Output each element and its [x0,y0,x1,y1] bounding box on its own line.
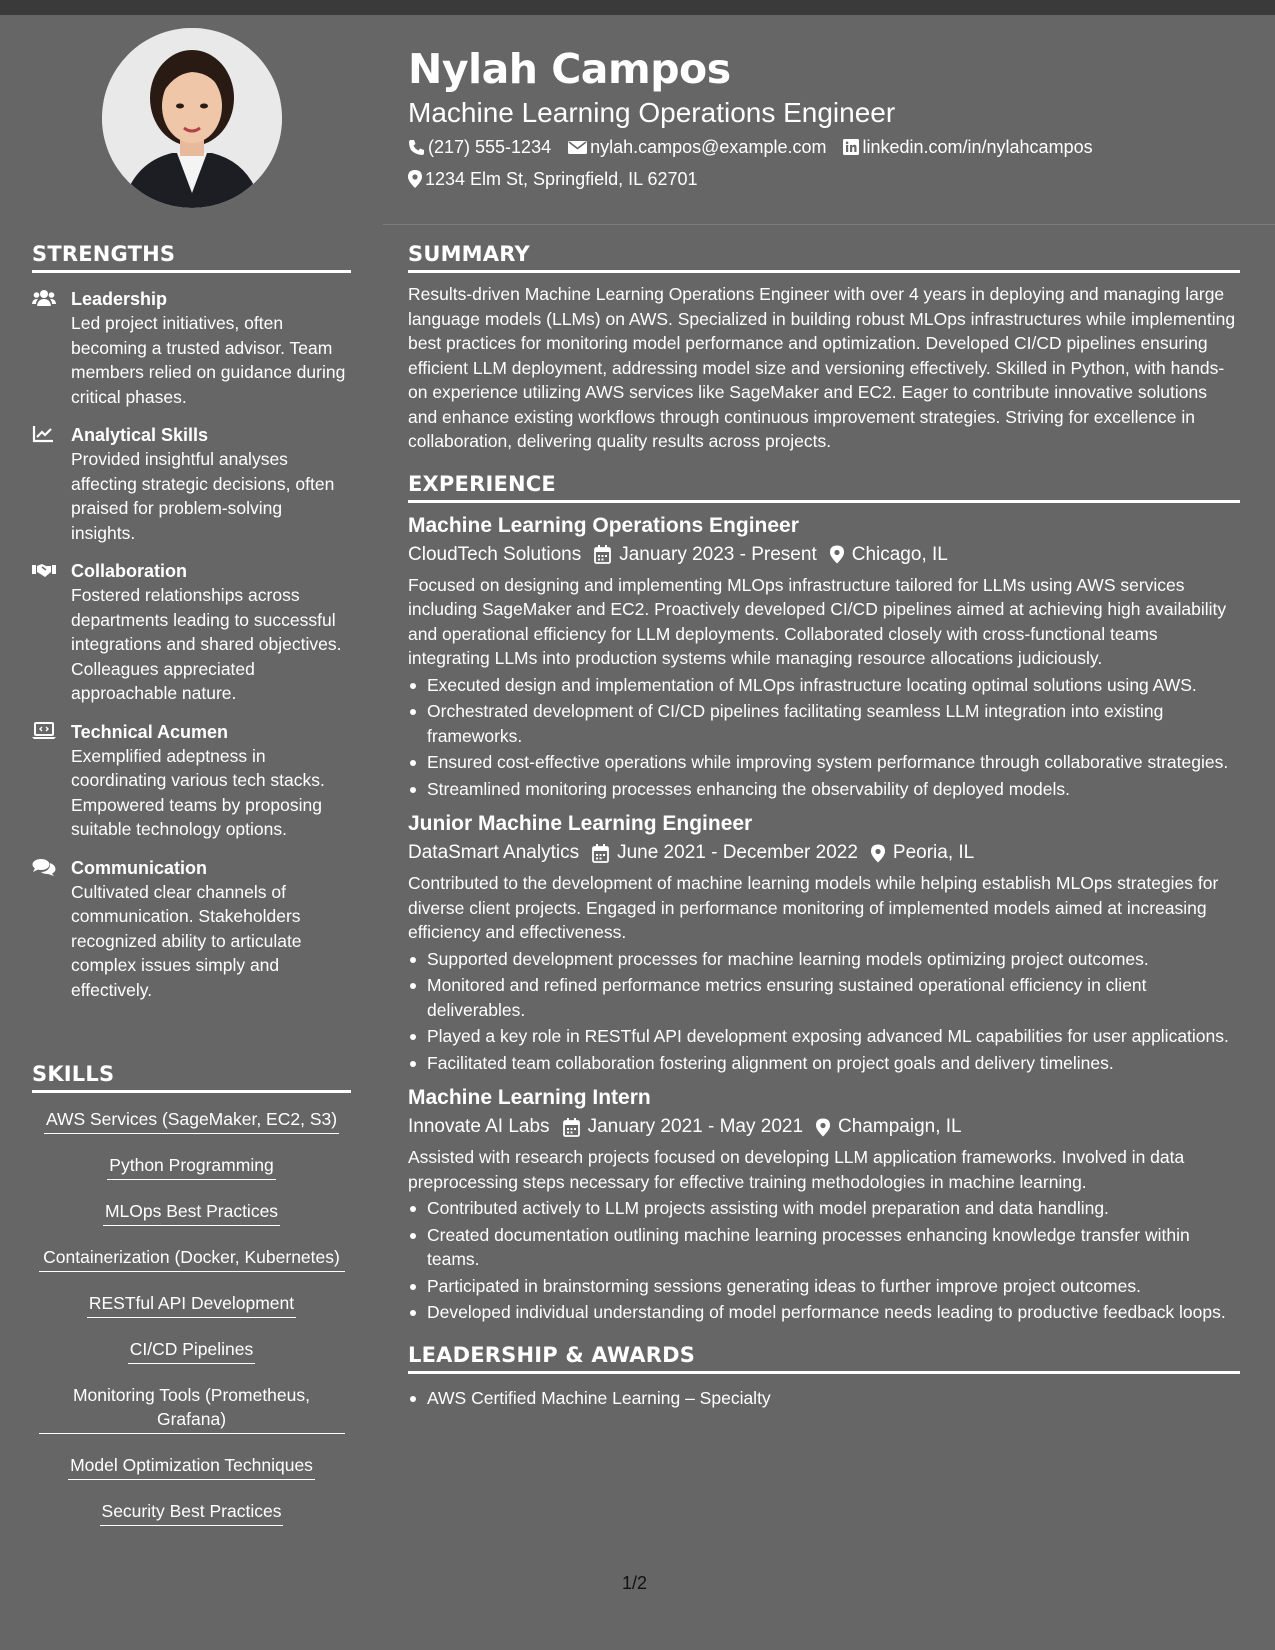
list-item: Executed design and implementation of MLOps infrastructure locating optimal solutions using AWS. [408,673,1240,698]
address-item [408,163,698,195]
job-location: Chicago, IL [851,543,948,565]
header-divider [383,224,1275,225]
strength-item [32,720,351,842]
list-item: Facilitated team collaboration fostering alignment on project goals and delivery timelines. [408,1051,1240,1076]
strength-item [32,287,351,409]
job-bullets [408,1196,1240,1325]
job-dates: January 2021 - May 2021 [587,1116,804,1137]
job-meta [408,1112,1240,1142]
envelope-icon [568,140,587,155]
top-bar [0,0,1275,15]
list-item: Streamlined monitoring processes enhancing the observability of deployed models. [408,777,1240,802]
list-item: Supported development processes for machine learning models optimizing project outcomes. [408,947,1240,972]
summary-text: Results-driven Machine Learning Operations Engineer with over 4 years in deploying and managing large language models (LLMs) on AWS. Specialized in building robust MLOps infrastructures while implementing best practices for monitoring model performance and optimization. Developed CI/CD pipelines ensuring efficient LLM deployment, addressing model size and versioning effectively. Skilled in Python, with hands-on experience utilizing AWS services like SageMaker and EC2. Eager to contribute innovative solutions and enhance existing workflows through continuous improvement strategies. Striving for excellence in collaboration, delivering quality results across projects. [408,284,1236,451]
job-dates: June 2021 - December 2022 [617,842,858,863]
skills-section [32,1062,351,1545]
strength-description: Cultivated clear channels of communication. Stakeholders recognized ability to articulate complex issues simply and effectively. [71,881,302,1000]
job-entry [408,512,1240,802]
strength-title: Analytical Skills [71,425,209,445]
handshake-icon [32,561,56,579]
strength-title: Collaboration [71,561,187,581]
phone-item [408,131,551,163]
strength-item [32,423,351,545]
strength-description: Led project initiatives, often becoming a trusted advisor. Team members relied on guidance during critical phases. [71,313,346,407]
strength-title: Communication [71,857,208,878]
company-name: DataSmart Analytics [408,842,580,863]
strength-item [32,559,351,706]
candidate-title: Machine Learning Operations Engineer [408,97,896,128]
skill-item: Monitoring Tools (Prometheus, Grafana) [39,1383,345,1434]
skills-heading: SKILLS [32,1062,351,1093]
job-dates: January 2023 - Present [619,543,817,565]
strength-description: Fostered relationships across departments leading to successful integrations and shared objectives. Colleagues appreciated approachable nature. [71,585,342,703]
right-column [408,242,1240,1410]
list-item: Played a key role in RESTful API development exposing advanced ML capabilities for user applications. [408,1024,1240,1049]
strength-description: Exemplified adeptness in coordinating various tech stacks. Empowered teams by proposing suitable technology options. [71,745,325,839]
candidate-name: Nylah Campos [408,45,731,93]
list-item: Ensured cost-effective operations while improving system performance through collaborative strategies. [408,750,1240,775]
list-item: Participated in brainstorming sessions generating ideas to further improve project outcomes. [408,1274,1240,1299]
linkedin-item [843,131,1092,163]
company-name: Innovate AI Labs [408,1116,550,1137]
map-marker-icon [871,844,885,863]
awards-section [408,1343,1240,1411]
list-item: AWS Certified Machine Learning – Specialty [408,1386,1240,1411]
list-item: Contributed actively to LLM projects assisting with model preparation and data handling. [408,1196,1240,1221]
email-item [568,131,826,163]
address: 1234 Elm St, Springfield, IL 62701 [425,169,698,189]
job-title: Junior Machine Learning Engineer [408,812,753,835]
skill-item: Python Programming [107,1153,275,1180]
awards-list [408,1386,1240,1411]
job-description: Assisted with research projects focused on developing LLM application frameworks. Involved in data preprocessing steps necessary for effective training methodologies in machine learning. [408,1147,1185,1192]
skill-item: AWS Services (SageMaker, EC2, S3) [44,1107,339,1134]
phone-icon [408,139,425,156]
job-title: Machine Learning Operations Engineer [408,513,799,537]
linkedin-url: linkedin.com/in/nylahcampos [862,137,1093,157]
strength-description: Provided insightful analyses affecting strategic decisions, often praised for problem-solving insights. [71,449,335,543]
awards-heading: LEADERSHIP & AWARDS [408,1343,1240,1374]
strength-title: Technical Acumen [71,721,229,742]
users-icon [32,289,56,307]
calendar-icon [594,545,611,564]
resume-header [408,40,1238,195]
laptop-code-icon [32,722,56,740]
calendar-icon [592,844,609,863]
skill-list [32,1107,351,1545]
list-item: Developed individual understanding of model performance needs leading to productive feedback loops. [408,1300,1240,1325]
skill-item: Security Best Practices [100,1499,284,1526]
list-item: Monitored and refined performance metrics ensuring sustained operational efficiency in client deliverables. [408,973,1240,1022]
skill-item: Containerization (Docker, Kubernetes) [39,1245,345,1272]
summary-section [408,242,1240,454]
profile-photo [102,28,282,208]
page-number: 1/2 [622,1573,648,1593]
chart-line-icon [32,425,56,443]
experience-section [408,472,1240,1325]
job-description: Contributed to the development of machine learning models while helping establish MLOps strategies for diverse client projects. Engaged in performance monitoring of implemented models aimed at increasing efficiency and effectiveness. [408,873,1219,942]
strengths-heading: STRENGTHS [32,242,351,273]
company-name: CloudTech Solutions [408,543,582,565]
strength-title: Leadership [71,289,168,309]
job-description: Focused on designing and implementing MLOps infrastructure tailored for LLMs using AWS services including SageMaker and EC2. Proactively developed CI/CD pipelines aimed at achieving high availability and operational efficiency for LLM deployments. Collaborated closely with cross-functional teams integrating LLMs into production systems while managing resource allocations judiciously. [408,574,1227,668]
job-meta [408,540,1240,570]
skill-item: RESTful API Development [87,1291,296,1318]
job-bullets [408,947,1240,1076]
linkedin-icon [843,139,859,155]
calendar-icon [563,1118,580,1137]
strength-item [32,856,351,1003]
skill-item: CI/CD Pipelines [128,1337,256,1364]
summary-heading: SUMMARY [408,242,1240,273]
phone-number: (217) 555-1234 [428,137,552,157]
map-marker-icon [830,545,844,564]
job-title: Machine Learning Intern [408,1086,651,1109]
job-location: Peoria, IL [892,842,975,863]
job-bullets [408,673,1240,802]
job-entry [408,810,1240,1075]
job-entry [408,1084,1240,1325]
comments-icon [32,858,56,876]
contact-info [408,131,1238,195]
map-marker-icon [816,1118,830,1137]
map-marker-icon [408,170,422,188]
experience-heading: EXPERIENCE [408,472,1240,503]
job-meta [408,838,1240,868]
strengths-section [32,242,351,1002]
skill-item: Model Optimization Techniques [68,1453,315,1480]
skill-item: MLOps Best Practices [103,1199,280,1226]
job-location: Champaign, IL [838,1116,962,1137]
list-item: Orchestrated development of CI/CD pipelines facilitating seamless LLM integration into existing frameworks. [408,699,1240,748]
list-item: Created documentation outlining machine learning processes enhancing knowledge transfer within teams. [408,1223,1240,1272]
email-address: nylah.campos@example.com [590,137,827,157]
